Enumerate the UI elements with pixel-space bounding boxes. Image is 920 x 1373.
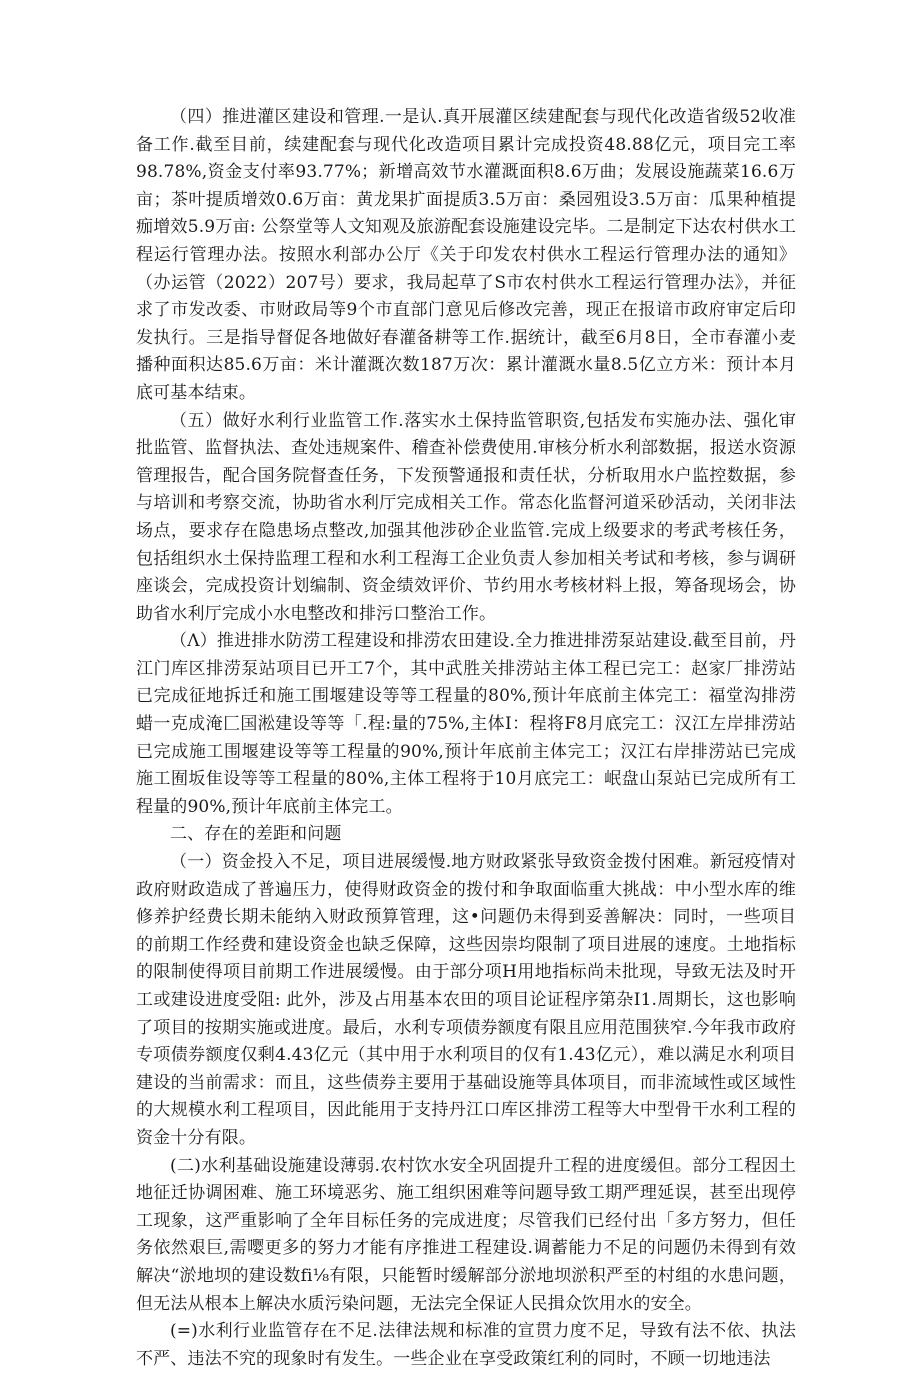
paragraph-weak-infrastructure: (二)水利基础设施建设薄弱.农村饮水安全巩固提升工程的进度缓但。部分工程因土地征迁协调困难、施工环境恶劣、施工组织困难等问题导致工期严理延误，甚至出现停工现象，这严重影响了全年目标任务的完成进度；尽管我们已经付出「多方努力，但任务依然艰巨,需嘤更多的努力才能有序推进工程建设.调蓄能力不足的问题仍未得到有效解决“淤地坝的建设数fi⅛有限，只能暂时缓解部分淤地坝淤积严至的村组的水患问题，但无法从根本上解决水质污染问题，无法完全保证人民揖众饮用水的安全。: [136, 1155, 796, 1314]
paragraph-water-supervision: （五）做好水利行业监管工作.落实水土保持监管职资,包括发布实施办法、强化审批监管、监督执法、查处违规案件、稽查补偿费使用.审核分析水利部数据，报送水资源管理报告，配合国务院督查任务，下发预警通报和责任状，分析取用水户监控数据，参与培训和考察交流，协助省水利厅完成相关工作。常态化监督河道采砂活动，关闭非法场点，要求存在隐患场点整改,加强其他涉砂企业监管.完成上级要求的考武考核任务，包括组织水土保持监理工程和水利工程海工企业负责人参加相关考试和考核，参与调研座谈会，完成投资计划编制、资金绩效评价、节约用水考核材料上报，筹备现场会，协助省水利厅完成小水电整改和排污口整治工作。: [136, 410, 796, 624]
paragraph-drainage-projects: （Λ）推进排水防涝工程建设和排涝农田建设.全力推进排涝泵站建设.截至目前，丹江门库区排涝泵站项目已开工7个，其中武胜关排涝站主体工程已完工：赵家厂排涝站已完成征地拆迁和施工围堰建设等等工程量的80%,预计年底前主体完工：福堂沟排涝蜡一克成淹匚国淞建设等等「.程:量的75%,主体I：程将F8月底完工：汉江左岸排涝站已完成施工围堰建设等等工程量的90%,预计年底前主体完工；汉江右岸排涝站已完成施工囿坂隹设等等工程量的80%,主体工程将于10月底完工：岷盘山泵站已完成所有工程量的90%,预计年底前主体完工。: [136, 631, 796, 817]
paragraph-irrigation-district: （四）推进灌区建设和管理.一是认.真开展灌区续建配套与现代化改造省级52收准备工作.截至目前，续建配套与现代化改造项目累计完成投资48.88亿元，项目完工率98.78%,资金支付率93.77%；新增高效节水灌溉面积8.6万曲；发展设施蔬菜16.6万亩；茶叶提质增效0.6万亩：黄龙果扩面提质3.5万亩：桑园殂设3.5万亩：瓜果种植提痂增效5.9万亩: 公祭堂等人文知观及旅游配套设施建设完毕。二是制定下达农村供水工程运行管理办法。按照水利部办公厅《关于印发农村供水工程运行管理办法的通知》（办运管（2022）207号）要求，我局起草了S市农村供水工程运行管理办法》，并征求了市发改委、市财政局等9个市直部门意见后修改完善，现正在报谙市政府审定后印发执行。三是指导督促各地做好春灌备耕等工作.据统计，截至6月8日，全市春灌小麦播种面积达85.6万亩：米计灌溉次数187万次：累计灌溉水量8.5亿立方米：预计本月底可基本结束。: [136, 107, 796, 403]
paragraph-supervision-shortcomings: (=)水利行业监管存在不足.法律法规和标准的宣贯力度不足，导致有法不依、执法不严、违法不究的现象时有发生。一些企业在享受政策红利的同时，不顾一切地违法: [136, 1321, 796, 1369]
document-body: [136, 104, 796, 1373]
section-heading-gaps-and-problems: 二、存在的差距和问题: [170, 824, 342, 845]
paragraph-funding-shortage: （一）资金投入不足，项目进展缓慢.地方财政紧张导致资金拨付困难。新冠疫情对政府财政造成了普遍压力，使得财政资金的拨付和争取面临重大挑战：中小型水库的维修养护经费长期未能纳入财政预算管理，这•问题仍未得到妥善解决：同时，一些项目的前期工作经费和建设资金也缺乏保障，这些因崇均限制了项目进展的速度。土地指标的限制使得项目前期工作进展缓慢。由于部分项H用地指标尚未批现，导致无法及时开工或建设进度受阻: 此外，涉及占用基本农田的项目论证程序第杂I1.周期长，这也影响了项目的按期实施或进度。最后，水利专项债券额度有限且应用范围狭窄.今年我市政府专项债券额度仅剩4.43亿元（其中用于水利项目的仅有1.43亿元），难以满足水利项目建设的当前需求：而且，这些债券主要用于基础设施等具体项目，而非流域性或区域性的大规模水利工程项目，因此能用于支持丹江口库区排涝工程等大中型骨干水利工程的资金十分有限。: [136, 852, 796, 1148]
